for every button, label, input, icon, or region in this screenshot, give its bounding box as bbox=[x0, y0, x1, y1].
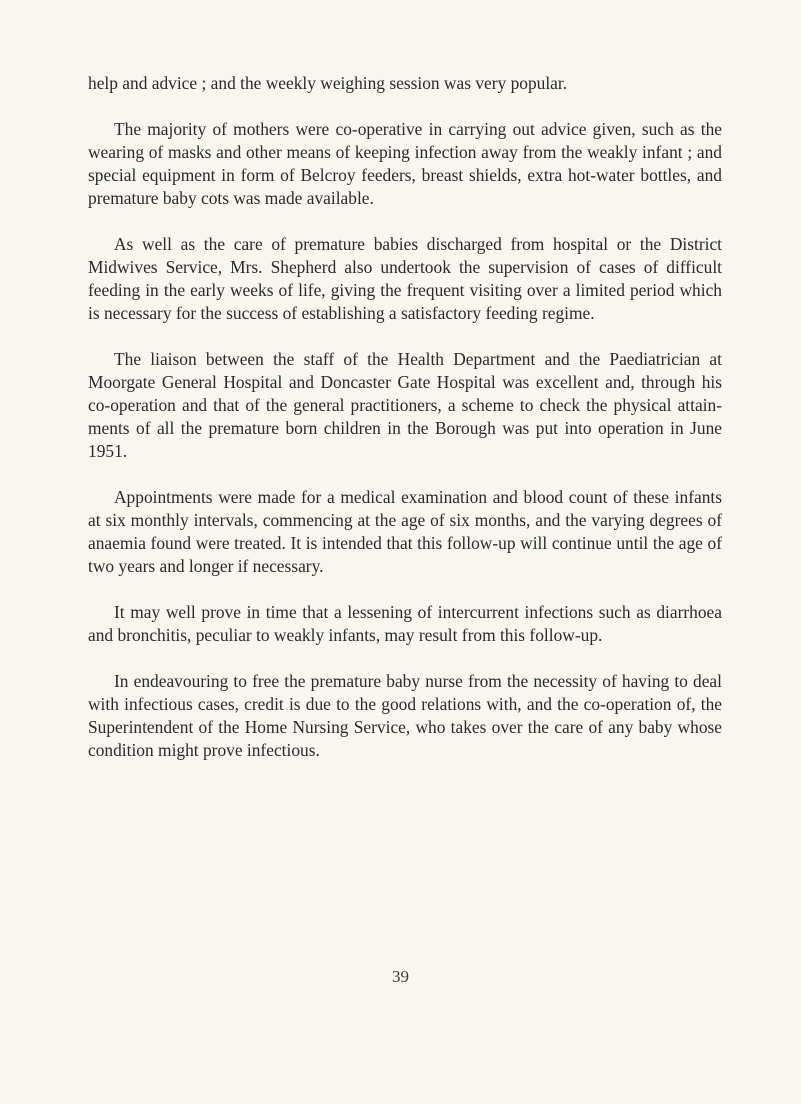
paragraph-appointments: Appointments were made for a medical examination and blood count of these infants at six monthly intervals, commencing at the age of six months, and the varying degrees of anaemia found were treated. It is intended that this follow-up will continue until the age of two years and longer if necessary. bbox=[88, 487, 722, 576]
paragraph-cooperation: The majority of mothers were co-operative in carrying out advice given, such as the wearing of masks and other means of keeping infection away from the weakly infant ; and special equipment in form of Belcroy feeders, breast shields, extra hot-water bottles, and premature baby cots was made available. bbox=[88, 119, 722, 208]
paragraph-liaison: The liaison between the staff of the Health Department and the Paediatrician at Moorgate General Hospital and Doncaster Gate Hospital was excellent and, through his co-operation and that of the general practitioners, a scheme to check the physical attain- ments of all the premature born children in the Borough was put into operation in June 1951. bbox=[88, 349, 722, 461]
body-text bbox=[88, 72, 722, 785]
page-number: 39 bbox=[392, 967, 409, 986]
paragraph-continuation: help and advice ; and the weekly weighing session was very popular. bbox=[88, 73, 568, 93]
paragraph-supervision: As well as the care of premature babies discharged from hospital or the District Midwives Service, Mrs. Shepherd also undertook the supervision of cases of difficult feeding in the early weeks of life, giving the frequent visiting over a limited period which is necessary for the success of establishing a satisfactory feeding regime. bbox=[88, 234, 722, 323]
paragraph-infections: It may well prove in time that a lessening of intercurrent infections such as diarrhoea and bronchitis, peculiar to weakly infants, may result from this follow-up. bbox=[88, 602, 722, 645]
paragraph-infectious-cases: In endeavouring to free the premature baby nurse from the necessity of having to deal with infectious cases, credit is due to the good relations with, and the co-operation of, the Superintendent of the Home Nursing Service, who takes over the care of any baby whose condition might prove infectious. bbox=[88, 671, 722, 760]
